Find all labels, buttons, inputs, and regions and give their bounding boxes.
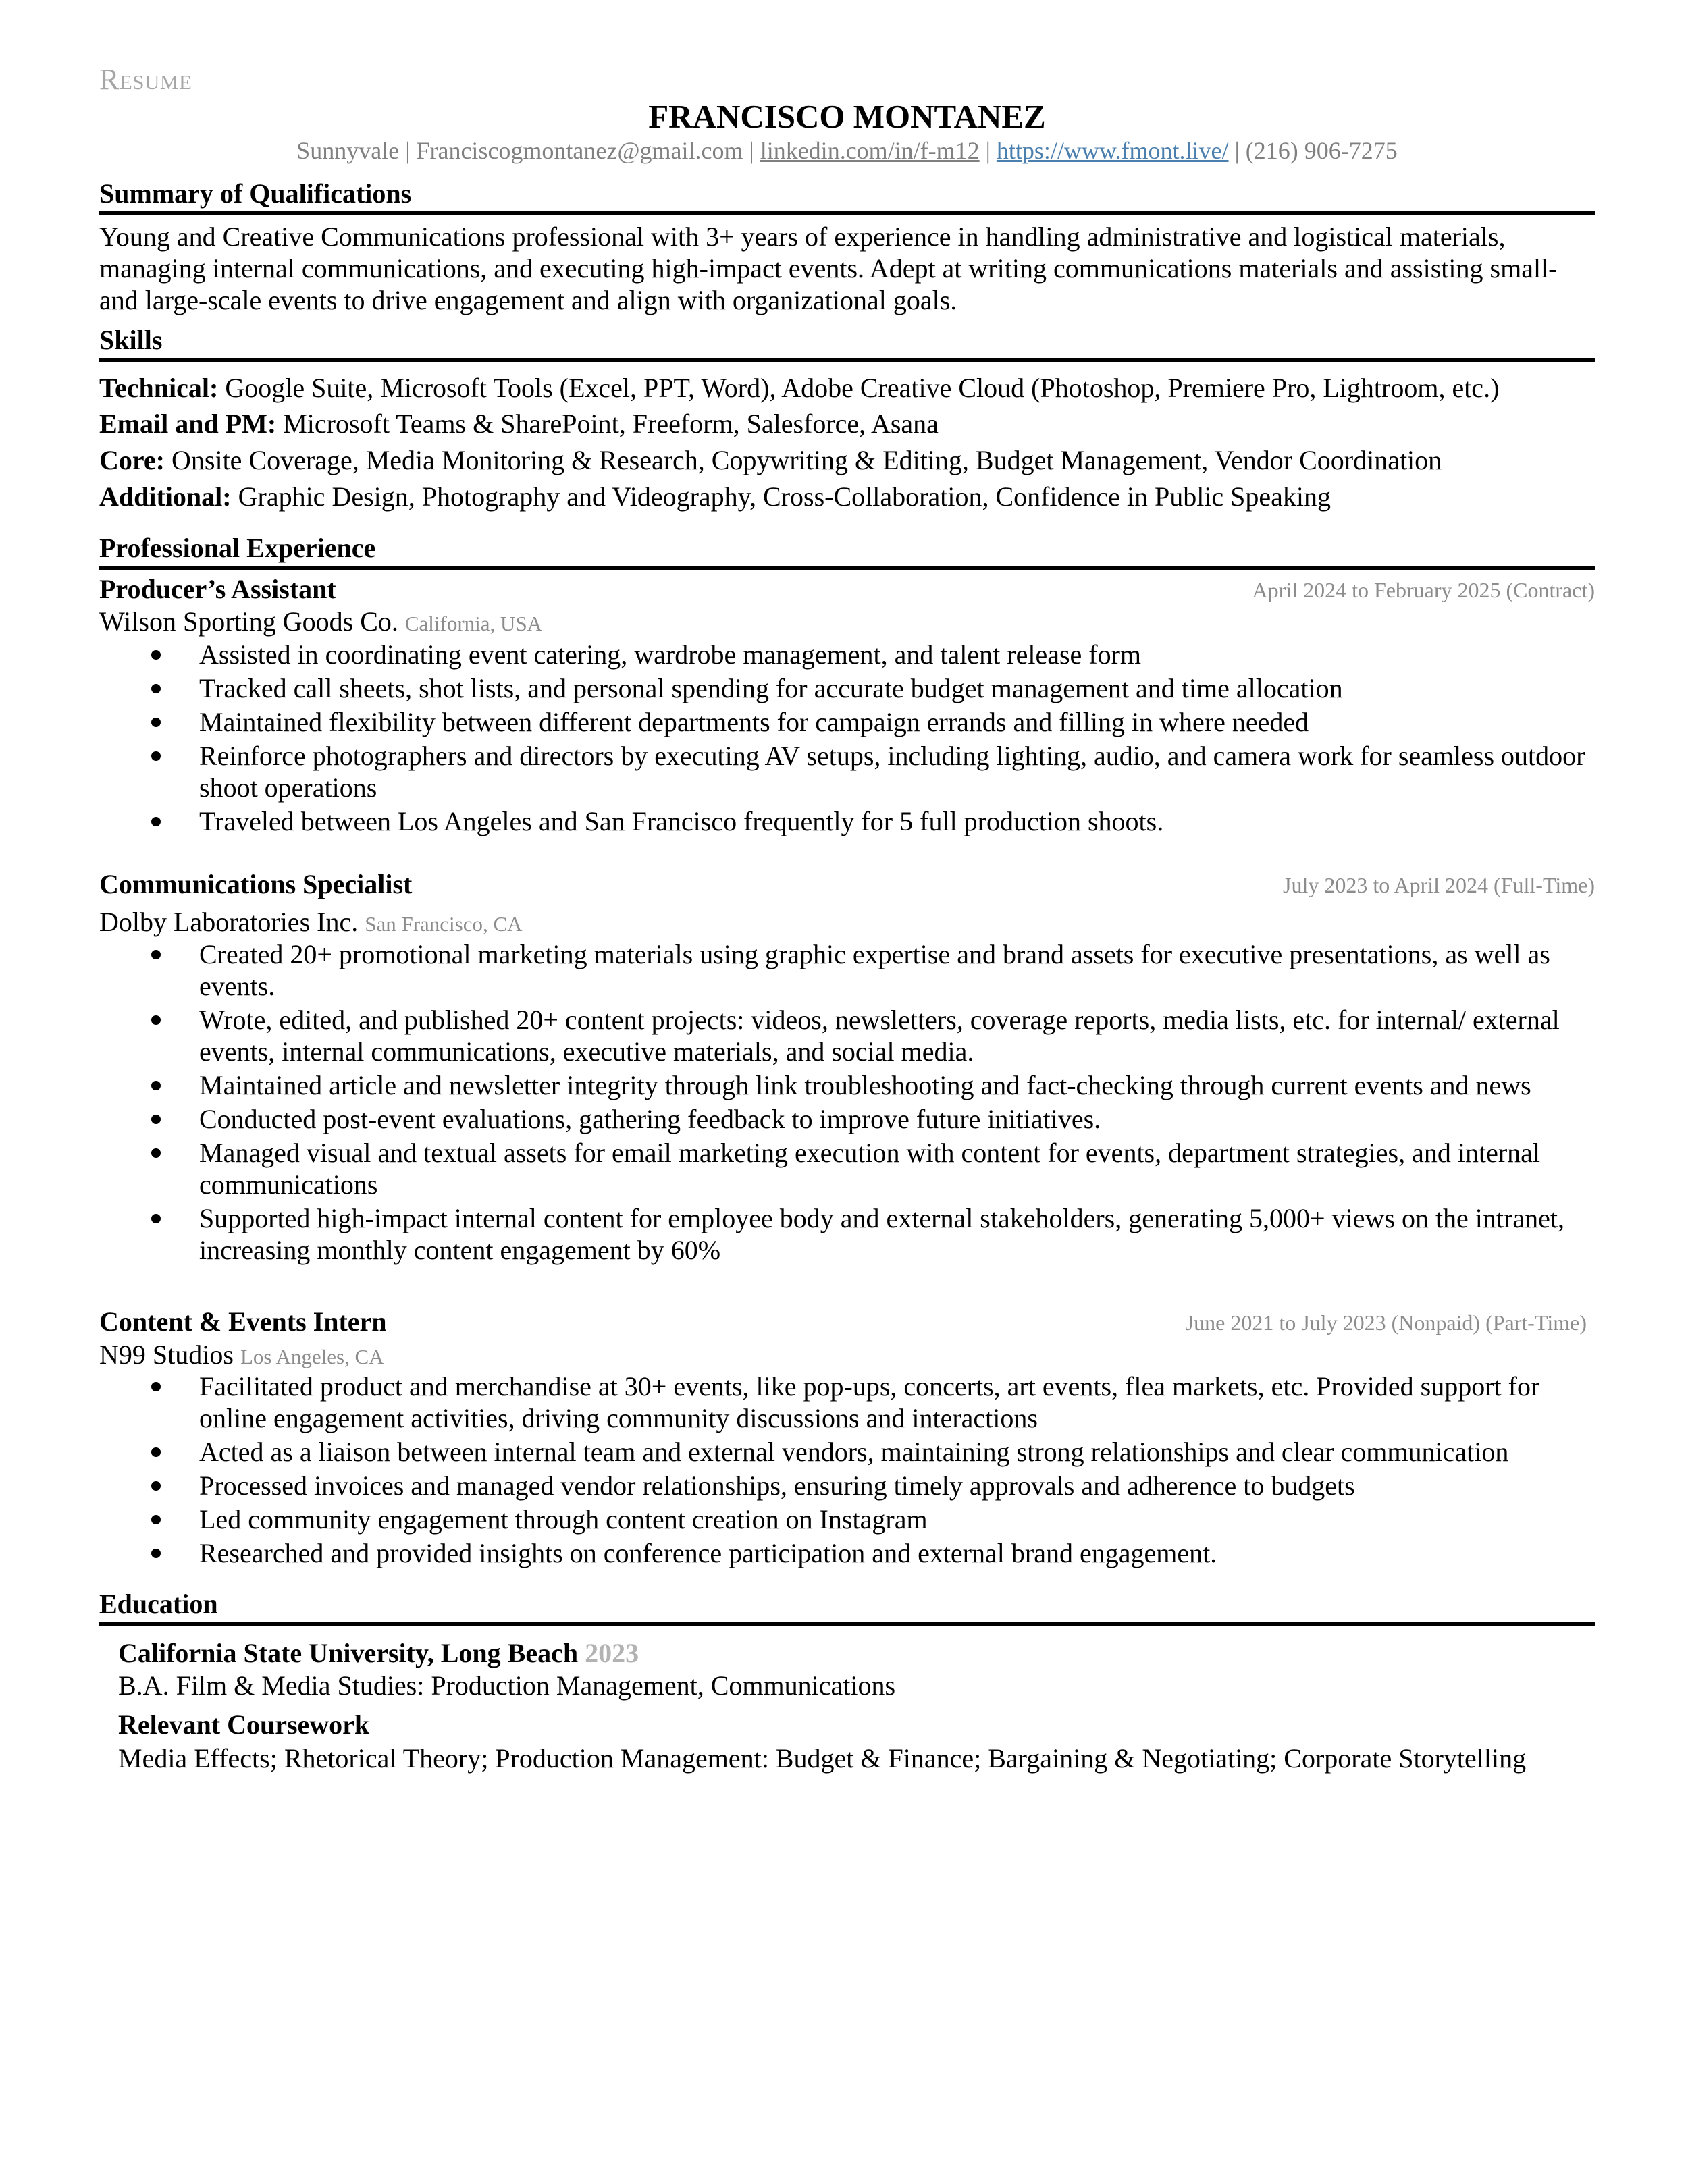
skill-value: Onsite Coverage, Media Monitoring & Research, Copywriting & Editing, Budget Management, Vendor Coordination: [165, 445, 1442, 475]
summary-text: Young and Creative Communications professional with 3+ years of experience in handling administrative and logistical materials, managing internal communications, and executing high-impact events. Adept at writing communications materials and assisting small- and large-scale events to drive engagement and align with organizational goals.: [99, 221, 1558, 315]
linkedin-link[interactable]: linkedin.com/in/f-m12: [760, 137, 980, 164]
contact-location: Sunnyvale: [296, 137, 400, 164]
job-title: Producer’s Assistant: [99, 574, 336, 604]
skill-line-technical: [99, 371, 1595, 405]
list-item: Led community engagement through content creation on Instagram: [99, 1503, 1595, 1535]
job-dates: April 2024 to February 2025 (Contract): [1252, 578, 1595, 602]
candidate-name: FRANCISCO MONTANEZ: [648, 98, 1046, 135]
job-company: [99, 1339, 1595, 1373]
list-item: Researched and provided insights on conference participation and external brand engagement.: [99, 1537, 1595, 1569]
list-item: Maintained flexibility between different departments for campaign errands and filling in where needed: [99, 706, 1595, 738]
skill-line-additional: [99, 480, 1595, 514]
company-name: N99 Studios: [99, 1339, 234, 1370]
school-name: California State University, Long Beach: [118, 1638, 579, 1668]
job-header: [99, 1305, 1595, 1339]
separator: |: [1228, 137, 1246, 164]
list-item: Wrote, edited, and published 20+ content projects: videos, newsletters, coverage reports, media lists, etc. for internal/ external events, internal communications, executive materials, and social media.: [99, 1004, 1595, 1067]
contact-phone: (216) 906-7275: [1245, 137, 1398, 164]
company-location: California, USA: [404, 612, 543, 635]
list-item: Acted as a liaison between internal team and external vendors, maintaining strong relationships and clear communication: [99, 1436, 1595, 1468]
company-location: Los Angeles, CA: [240, 1345, 384, 1368]
education-degree: B.A. Film & Media Studies: Production Management, Communications: [118, 1670, 896, 1701]
separator: |: [743, 137, 760, 164]
job-bullets: [99, 938, 1595, 1268]
company-location: San Francisco, CA: [365, 912, 523, 936]
job-title: Communications Specialist: [99, 869, 413, 899]
skill-label: Additional:: [99, 481, 232, 512]
skills-heading: Skills: [99, 324, 1595, 362]
job-bullets: [99, 1370, 1595, 1571]
skill-value: Microsoft Teams & SharePoint, Freeform, Salesforce, Asana: [276, 408, 939, 439]
skill-line-core: [99, 444, 1595, 477]
education-school: [118, 1636, 639, 1670]
summary-heading: Summary of Qualifications: [99, 178, 1595, 215]
job-header: [99, 572, 1595, 606]
contact-line: [99, 135, 1595, 166]
list-item: Reinforce photographers and directors by executing AV setups, including lighting, audio, and camera work for seamless outdoor shoot operations: [99, 740, 1595, 803]
skill-label: Email and PM:: [99, 408, 277, 439]
skill-line-email-pm: [99, 407, 1595, 441]
company-name: Wilson Sporting Goods Co.: [99, 606, 398, 637]
list-item: Facilitated product and merchandise at 30+ events, like pop-ups, concerts, art events, flea markets, etc. Provided support for online engagement activities, driving community discussions and interactions: [99, 1370, 1595, 1434]
list-item: Processed invoices and managed vendor relationships, ensuring timely approvals and adherence to budgets: [99, 1470, 1595, 1501]
job-company: [99, 606, 1595, 640]
list-item: Tracked call sheets, shot lists, and personal spending for accurate budget management and time allocation: [99, 672, 1595, 704]
skill-value: Google Suite, Microsoft Tools (Excel, PPT, Word), Adobe Creative Cloud (Photoshop, Premiere Pro, Lightroom, etc.): [218, 373, 1500, 403]
job-dates: June 2021 to July 2023 (Nonpaid) (Part-Time): [1185, 1310, 1587, 1335]
list-item: Traveled between Los Angeles and San Francisco frequently for 5 full production shoots.: [99, 805, 1595, 837]
skill-value: Graphic Design, Photography and Videography, Cross-Collaboration, Confidence in Public Speaking: [231, 481, 1331, 512]
separator: |: [399, 137, 417, 164]
job-company: [99, 906, 1595, 940]
education-heading: Education: [99, 1588, 1595, 1626]
job-dates: July 2023 to April 2024 (Full-Time): [1283, 873, 1595, 897]
website-link[interactable]: https://www.fmont.live/: [996, 137, 1229, 164]
list-item: Created 20+ promotional marketing materials using graphic expertise and brand assets for executive presentations, as well as events.: [99, 938, 1595, 1002]
resume-label: Resume: [99, 63, 192, 96]
job-header: [99, 868, 1595, 901]
list-item: Supported high-impact internal content for employee body and external stakeholders, generating 5,000+ views on the intranet, increasing monthly content engagement by 60%: [99, 1202, 1595, 1266]
list-item: Managed visual and textual assets for email marketing execution with content for events, department strategies, and internal communications: [99, 1137, 1595, 1200]
graduation-year: 2023: [585, 1638, 639, 1668]
job-bullets: [99, 639, 1595, 839]
job-title: Content & Events Intern: [99, 1306, 387, 1337]
company-name: Dolby Laboratories Inc.: [99, 907, 359, 937]
list-item: Maintained article and newsletter integrity through link troubleshooting and fact-checking through current events and news: [99, 1069, 1595, 1101]
contact-email[interactable]: Franciscogmontanez@gmail.com: [416, 137, 743, 164]
list-item: Conducted post-event evaluations, gathering feedback to improve future initiatives.: [99, 1103, 1595, 1135]
coursework-heading: Relevant Coursework: [118, 1709, 370, 1740]
skill-label: Technical:: [99, 373, 219, 403]
coursework-list: Media Effects; Rhetorical Theory; Production Management: Budget & Finance; Bargaining & Negotiating; Corporate Storytelling: [118, 1743, 1527, 1774]
skill-label: Core:: [99, 445, 165, 475]
experience-heading: Professional Experience: [99, 532, 1595, 570]
list-item: Assisted in coordinating event catering, wardrobe management, and talent release form: [99, 639, 1595, 670]
separator: |: [979, 137, 997, 164]
